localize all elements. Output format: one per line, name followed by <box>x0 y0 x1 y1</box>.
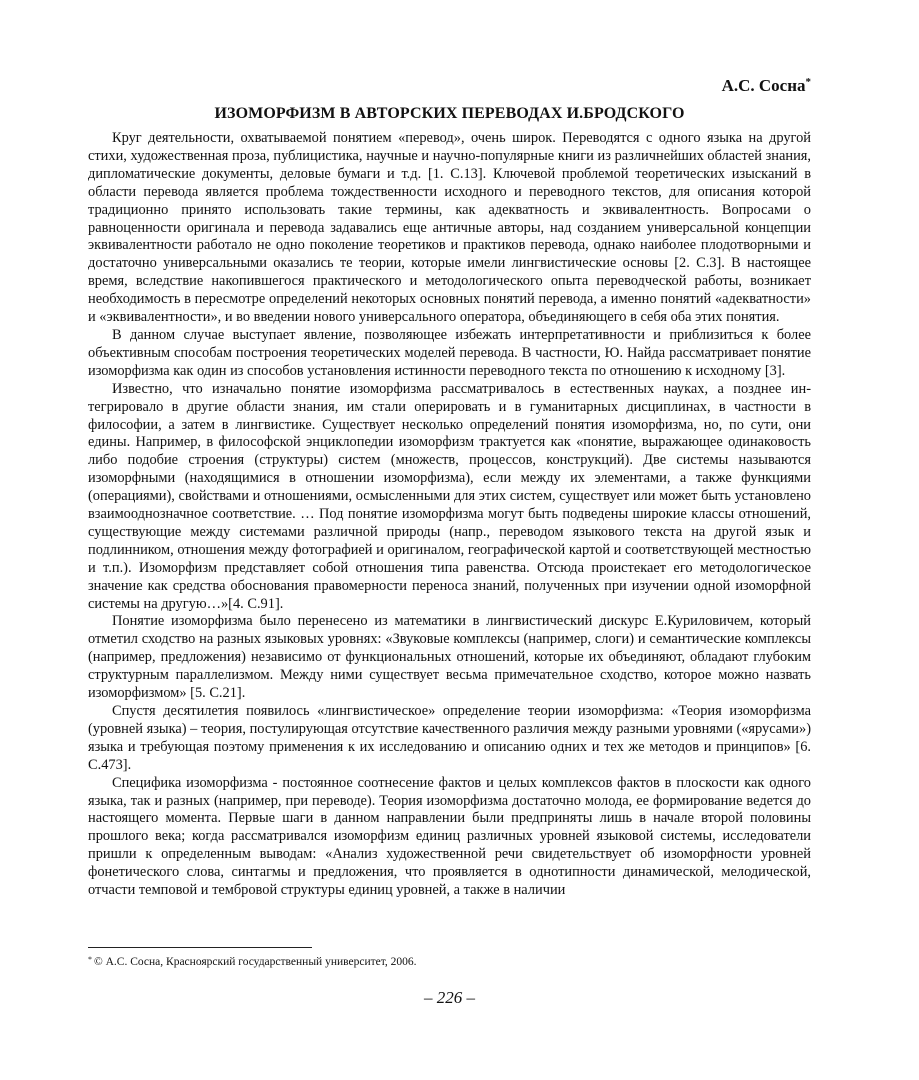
document-page <box>88 0 811 1080</box>
author-name-text: А.С. Сосна <box>721 76 806 95</box>
footnote-mark: * <box>88 955 92 964</box>
footnote <box>88 955 811 969</box>
footnote-divider <box>88 947 312 948</box>
article-title: ИЗОМОРФИЗМ В АВТОРСКИХ ПЕРЕВОДАХ И.БРОДСКОГО <box>214 105 685 122</box>
paragraph-3: Известно, что изначально понятие изоморфизма рассматривалось в естественных науках, а позднее интегрировало в другие области знания, им стали оперировать и в гуманитарных дисциплинах, в частности в философии, а затем в лингвистике. Существует несколько определений понятия изоморфизма, но, по сути, они едины. Например, в философской энциклопедии изоморфизм трактуется как «понятие, выражающее одинаковость либо подобие строения (структуры) систем (множеств, процессов, конструкций). Две системы называются изоморфными (находящимися в отношении изоморфизма), если между их элементами, а также функциями (операциями), свойствами и отношениями, осмысленными для этих систем, существует или может быть установлено взаимооднозначное соответствие. … Под понятие изоморфизма могут быть подведены широкие классы отношений, существующие между системами различной природы (напр., переводом языкового текста на другой язык и подлинником, отношения между фотографией и оригиналом, географической картой и соответствующей местностью и т.п.). Изоморфизм представляет собой отношения типа равенства. Отсюда проистекает его методологическое значение как средства обоснования правомерности переноса знаний, полученных при изучении одной изоморфной системы на другую…»[4. С.91]. <box>88 380 811 612</box>
page-number: – 226 – <box>424 988 475 1007</box>
author-footnote-mark: * <box>805 76 811 88</box>
paragraph-6: Специфика изоморфизма - постоянное соотнесение фактов и целых комплексов фактов в плоскости как одного языка, так и разных (например, при переводе). Теория изоморфизма достаточно молода, ее формирование ведется до настоящего момента. Первые шаги в данном направлении были предприняты лишь в начале второй половины прошлого века; когда рассматривался изоморфизм единиц различных уровней языковой системы, исследователи пришли к определенным выводам: «Анализ художественной речи свидетельствует об изоморфности уровней фонетического слова, синтагмы и предложения, что проявляется в однотипности динамической, мелодической, отчасти темповой и тембровой структуры единиц уровней, а также в наличии <box>88 774 811 899</box>
paragraph-5: Спустя десятилетия появилось «лингвистическое» определение теории изоморфизма: «Теория изоморфизма (уровней языка) – теория, постулирующая отсутствие качественного различия между разными уровнями («ярусами») языка и требующая поэтому применения к их исследованию и описанию одних и тех же методов и принципов» [6. С.473]. <box>88 703 811 773</box>
article-body <box>88 130 811 900</box>
paragraph-2: В данном случае выступает явление, позволяющее избежать интерпретативности и приблизиться к более объективным способам построения теоретических моделей перевода. В частности, Ю. Найда рассматривает понятие изоморфизма как один из способов установления истинности переводного текста по отношению к исходному [3]. <box>88 326 811 379</box>
author-name <box>722 76 811 96</box>
footnote-text: © А.С. Сосна, Красноярский государственный университет, 2006. <box>94 956 417 968</box>
paragraph-1: Круг деятельности, охватываемой понятием «перевод», очень широк. Переводятся с одного языка на другой стихи, художественная проза, публицистика, научные и научно-популярные книги из различнейших областей знания, дипломатические документы, деловые бумаги и т.д. [1. С.13]. Ключевой проблемой теоретических изысканий в области перевода является проблема тождественности исходного и переводного текстов, для описания которой традиционно принято использовать такие термины, как адекватность и эквивалентность. Вопросами о равноценности оригинала и перевода задавались еще античные авторы, над созданием универсальной концепции эквивалентности работало не одно поколение теоретиков и практиков перевода, однако наиболее плодотворными и достаточно универсальными оказались те теории, которые имели лингвистические основы [2. С.3]. В настоящее время, вследствие накопившегося практического и методологического опыта переводческой работы, возникает необходимость в пересмотре определений некоторых основных понятий перевода, а именно понятий «адекватности» и «эквивалентности», и во введении нового универсального оператора, объединяющего в себя оба этих понятия. <box>88 130 811 326</box>
paragraph-4: Понятие изоморфизма было перенесено из математики в лингвистический дискурс Е.Куриловичем, который отметил сходство на разных языковых уровнях: «Звуковые комплексы (например, слоги) и семантические комплексы (например, предложения) независимо от функциональных отношений, которые их объединяют, обладают глубоким структурным параллелизмом. Между ними существует весьма примечательное сходство, которое можно назвать изоморфизмом» [5. С.21]. <box>88 613 811 702</box>
